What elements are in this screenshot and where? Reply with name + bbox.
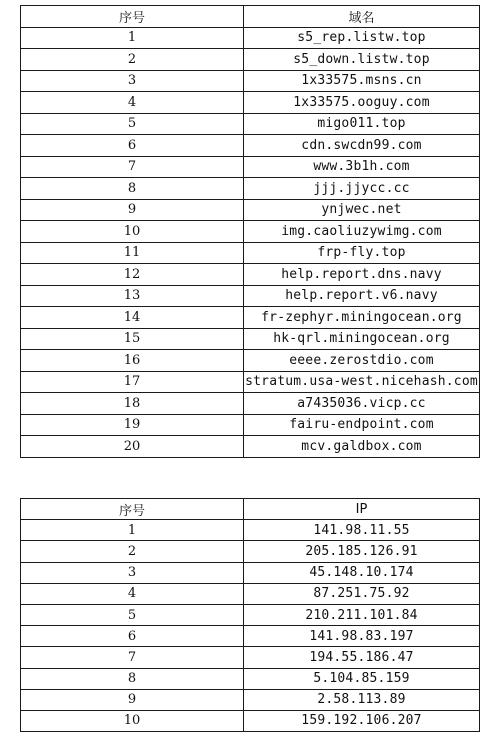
row-number: 12 [21, 264, 244, 286]
row-number: 6 [21, 626, 244, 647]
table-row [21, 689, 480, 710]
table-row [21, 113, 480, 135]
row-number: 7 [21, 156, 244, 178]
row-number: 17 [21, 371, 244, 393]
table-row [21, 242, 480, 264]
domain-cell: a7435036.vicp.cc [244, 393, 480, 415]
row-number: 11 [21, 242, 244, 264]
row-number: 13 [21, 285, 244, 307]
row-number: 16 [21, 350, 244, 372]
row-number: 8 [21, 178, 244, 200]
table-row [21, 436, 480, 458]
domain-cell: fr-zephyr.miningocean.org [244, 307, 480, 329]
domain-cell: s5_rep.listw.top [244, 27, 480, 49]
table-row [21, 264, 480, 286]
domain-cell: help.report.dns.navy [244, 264, 480, 286]
row-number: 5 [21, 113, 244, 135]
row-number: 20 [21, 436, 244, 458]
table-row [21, 393, 480, 415]
row-number: 14 [21, 307, 244, 329]
domain-cell: img.caoliuzywimg.com [244, 221, 480, 243]
domain-table [20, 5, 480, 458]
domain-cell: www.3b1h.com [244, 156, 480, 178]
ip-cell: 205.185.126.91 [244, 541, 480, 562]
domain-cell: 1x33575.msns.cn [244, 70, 480, 92]
ip-cell: 141.98.83.197 [244, 626, 480, 647]
table-row [21, 178, 480, 200]
row-number: 1 [21, 27, 244, 49]
table-row [21, 156, 480, 178]
table-row [21, 626, 480, 647]
domain-cell: s5_down.listw.top [244, 49, 480, 71]
table-row [21, 710, 480, 731]
ip-cell: 2.58.113.89 [244, 689, 480, 710]
domain-cell: help.report.v6.navy [244, 285, 480, 307]
domain-cell: frp-fly.top [244, 242, 480, 264]
table-row [21, 70, 480, 92]
ip-table [20, 498, 480, 732]
domain-cell: 1x33575.ooguy.com [244, 92, 480, 114]
row-number: 2 [21, 541, 244, 562]
row-number: 19 [21, 414, 244, 436]
table-row [21, 350, 480, 372]
row-number: 8 [21, 668, 244, 689]
table-row [21, 583, 480, 604]
table-row [21, 604, 480, 625]
table-row [21, 371, 480, 393]
table-row [21, 520, 480, 541]
row-number: 4 [21, 583, 244, 604]
table-row [21, 221, 480, 243]
domain-cell: cdn.swcdn99.com [244, 135, 480, 157]
table-row [21, 647, 480, 668]
domain-cell: migo011.top [244, 113, 480, 135]
domain-cell: ynjwec.net [244, 199, 480, 221]
column-header-ip: IP [244, 499, 480, 520]
ip-cell: 141.98.11.55 [244, 520, 480, 541]
column-header-domain: 域名 [244, 6, 480, 28]
domain-cell: jjj.jjycc.cc [244, 178, 480, 200]
table-row [21, 199, 480, 221]
row-number: 6 [21, 135, 244, 157]
ip-cell: 87.251.75.92 [244, 583, 480, 604]
ip-cell: 159.192.106.207 [244, 710, 480, 731]
row-number: 3 [21, 562, 244, 583]
row-number: 10 [21, 221, 244, 243]
domain-cell: stratum.usa-west.nicehash.com [244, 371, 480, 393]
table-header-row [21, 499, 480, 520]
table-row [21, 562, 480, 583]
ip-cell: 5.104.85.159 [244, 668, 480, 689]
row-number: 15 [21, 328, 244, 350]
row-number: 5 [21, 604, 244, 625]
row-number: 9 [21, 689, 244, 710]
row-number: 1 [21, 520, 244, 541]
table-header-row [21, 6, 480, 28]
table-row [21, 285, 480, 307]
table-row [21, 541, 480, 562]
domain-cell: hk-qrl.miningocean.org [244, 328, 480, 350]
table-row [21, 27, 480, 49]
ip-cell: 45.148.10.174 [244, 562, 480, 583]
table-row [21, 135, 480, 157]
row-number: 4 [21, 92, 244, 114]
domain-cell: fairu-endpoint.com [244, 414, 480, 436]
ip-cell: 210.211.101.84 [244, 604, 480, 625]
table-row [21, 328, 480, 350]
column-header-serial: 序号 [21, 6, 244, 28]
row-number: 9 [21, 199, 244, 221]
table-row [21, 92, 480, 114]
row-number: 3 [21, 70, 244, 92]
row-number: 2 [21, 49, 244, 71]
table-row [21, 414, 480, 436]
ip-cell: 194.55.186.47 [244, 647, 480, 668]
row-number: 18 [21, 393, 244, 415]
column-header-serial: 序号 [21, 499, 244, 520]
table-row [21, 307, 480, 329]
domain-cell: mcv.galdbox.com [244, 436, 480, 458]
row-number: 10 [21, 710, 244, 731]
row-number: 7 [21, 647, 244, 668]
table-row [21, 49, 480, 71]
table-row [21, 668, 480, 689]
domain-cell: eeee.zerostdio.com [244, 350, 480, 372]
